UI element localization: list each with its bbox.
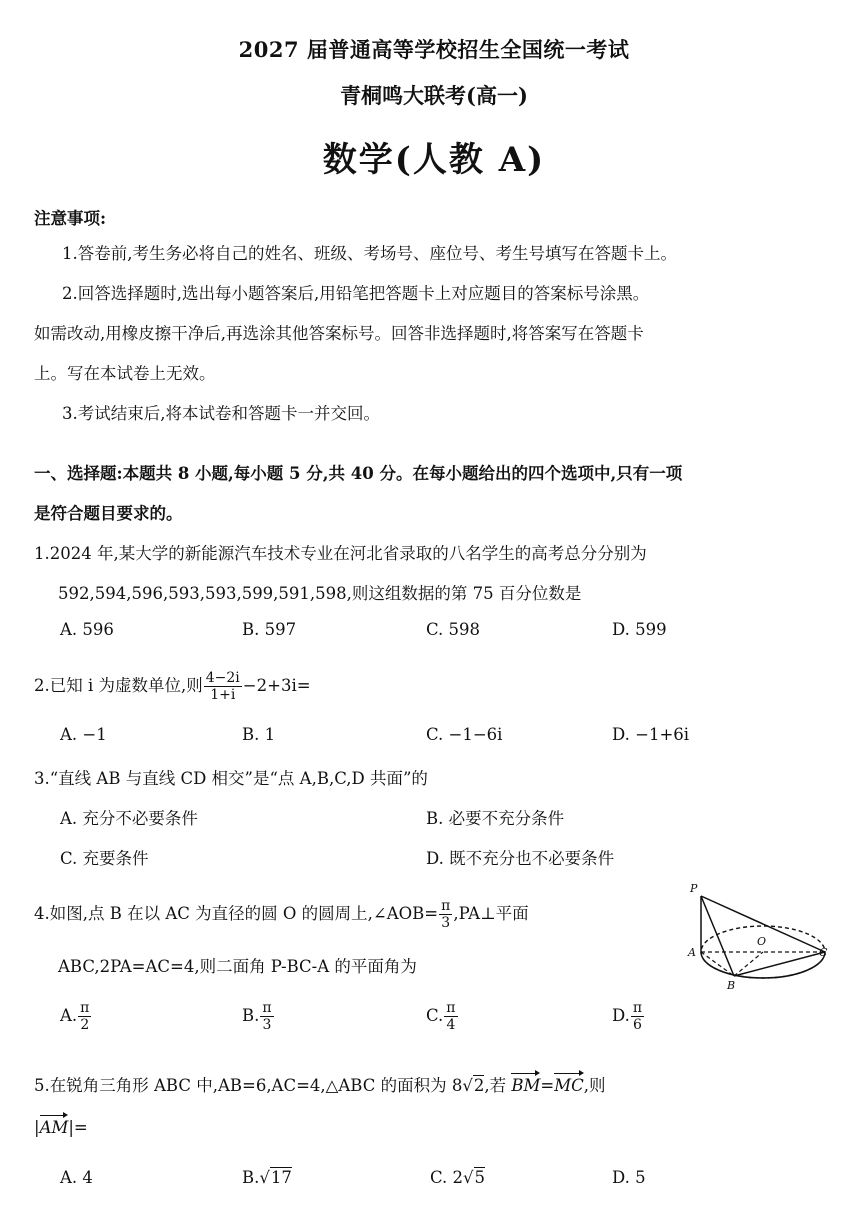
- q2-fraction: [204, 670, 242, 703]
- q4-option-d: [612, 1000, 645, 1033]
- q5-vector-bm: BM: [511, 1076, 541, 1095]
- q5-option-b-label: B.: [242, 1168, 260, 1187]
- q4-option-b-fraction: [260, 1000, 273, 1033]
- q2-stem-pre: 2.已知 i 为虚数单位,则: [34, 676, 203, 696]
- q4-option-c-numerator: π: [446, 1000, 456, 1016]
- q5-option-c-sqrt-sign: √: [463, 1168, 474, 1187]
- q4-option-b-label: B.: [242, 1006, 260, 1026]
- q5-sqrt-arg: 2: [473, 1076, 485, 1095]
- q5-abs-left: |: [34, 1118, 40, 1137]
- q4-angle-numerator: π: [441, 898, 451, 914]
- q2-option-a: A. −1: [60, 725, 107, 744]
- q4-option-c-fraction: [444, 1000, 457, 1033]
- q5-option-b: [242, 1168, 292, 1187]
- q3-option-d: D. 既不充分也不必要条件: [426, 849, 615, 868]
- q2-option-d: D. −1+6i: [612, 725, 690, 744]
- q5-option-c-sqrt-arg: 5: [474, 1168, 486, 1187]
- q4-option-a-fraction: [78, 1000, 91, 1033]
- q5-option-a: A. 4: [60, 1168, 93, 1187]
- q5-sqrt-sign: √: [462, 1076, 473, 1095]
- notice-item-3: 3.考试结束后,将本试卷和答题卡一并交回。: [62, 404, 380, 423]
- q2-option-c: C. −1−6i: [426, 725, 503, 744]
- q4-stem-pre: 4.如图,点 B 在以 AC 为直径的圆 O 的圆周上,∠AOB=: [34, 904, 439, 924]
- label-p: P: [690, 882, 698, 895]
- q4-option-a-label: A.: [60, 1006, 78, 1026]
- q5-option-b-sqrt-arg: 17: [270, 1168, 292, 1187]
- q3-option-a: A. 充分不必要条件: [60, 809, 198, 828]
- q4-option-b-denominator: 3: [262, 1017, 272, 1034]
- q4-stem-line-2: ABC,2PA=AC=4,则二面角 P-BC-A 的平面角为: [58, 957, 417, 976]
- q4-option-c: [426, 1000, 459, 1033]
- q5-option-b-sqrt-sign: √: [259, 1168, 270, 1187]
- q5-equals: =: [540, 1076, 555, 1095]
- q4-option-a-numerator: π: [80, 1000, 90, 1016]
- q2-fraction-numerator: 4−2i: [205, 670, 240, 686]
- segment-bc: [734, 952, 825, 976]
- q4-option-d-denominator: 6: [633, 1017, 642, 1034]
- q1-option-d: D. 599: [612, 620, 667, 639]
- q5-abs-right: |=: [68, 1118, 88, 1137]
- q5-option-d: D. 5: [612, 1168, 646, 1187]
- q4-option-a: [60, 1000, 92, 1033]
- q4-option-d-fraction: [631, 1000, 644, 1033]
- label-c: C: [819, 946, 828, 959]
- notice-item-2-line-3: 上。写在本试卷上无效。: [34, 364, 216, 383]
- section-heading-line-1: 一、选择题:本题共 8 小题,每小题 5 分,共 40 分。在每小题给出的四个选项中,只有一项: [34, 464, 683, 483]
- q4-stem-line-1: [34, 898, 529, 931]
- notice-item-1: 1.答卷前,考生务必将自己的姓名、班级、考场号、座位号、考生号填写在答题卡上。: [62, 244, 677, 263]
- q2-stem: [34, 670, 311, 703]
- exam-subtitle: 青桐鸣大联考(高一): [340, 83, 528, 108]
- q3-stem: 3.“直线 AB 与直线 CD 相交”是“点 A,B,C,D 共面”的: [34, 769, 428, 788]
- q5-stem-pre: 5.在锐角三角形 ABC 中,AB=6,AC=4,△ABC 的面积为 8: [34, 1076, 463, 1095]
- q4-angle-denominator: 3: [441, 915, 451, 932]
- q1-option-c: C. 598: [426, 620, 481, 639]
- notice-item-2-line-1: 2.回答选择题时,选出每小题答案后,用铅笔把答题卡上对应题目的答案标号涂黑。: [62, 284, 650, 303]
- notice-title: 注意事项:: [34, 209, 107, 228]
- exam-title: 2027 届普通高等学校招生全国统一考试: [238, 37, 630, 62]
- q2-fraction-denominator: 1+i: [210, 687, 236, 704]
- q4-option-c-label: C.: [426, 1006, 444, 1026]
- subject-title: 数学(人教 A): [322, 140, 546, 180]
- q1-stem-line-1: 1.2024 年,某大学的新能源汽车技术专业在河北省录取的八名学生的高考总分分别为: [34, 544, 647, 563]
- q3-option-c: C. 充要条件: [60, 849, 149, 868]
- label-o: O: [757, 935, 767, 948]
- notice-item-2-line-2: 如需改动,用橡皮擦干净后,再选涂其他答案标号。回答非选择题时,将答案写在答题卡: [34, 324, 644, 343]
- q2-option-b: B. 1: [242, 725, 276, 744]
- q4-geometry-figure: [676, 876, 836, 996]
- q5-stem-line-1: [34, 1072, 605, 1096]
- q4-angle-fraction: [439, 898, 452, 931]
- label-a: A: [688, 946, 696, 959]
- label-b: B: [727, 979, 736, 992]
- q5-stem-line-2: [34, 1118, 88, 1137]
- q5-vector-am: AM: [39, 1118, 69, 1137]
- q1-option-b: B. 597: [242, 620, 297, 639]
- q4-option-d-label: D.: [612, 1006, 630, 1026]
- q3-option-b: B. 必要不充分条件: [426, 809, 565, 828]
- q4-option-c-denominator: 4: [446, 1017, 456, 1034]
- q4-option-d-numerator: π: [632, 1000, 643, 1016]
- q1-option-a: A. 596: [60, 620, 114, 639]
- q4-option-a-denominator: 2: [80, 1017, 90, 1034]
- q5-stem-end: ,则: [583, 1076, 606, 1095]
- q2-stem-post: −2+3i=: [242, 676, 311, 696]
- q5-stem-mid: ,若: [484, 1076, 507, 1095]
- section-heading-line-2: 是符合题目要求的。: [34, 504, 183, 523]
- q4-stem-post: ,PA⊥平面: [453, 904, 529, 924]
- q4-option-b-numerator: π: [262, 1000, 272, 1016]
- q5-vector-mc: MC: [554, 1076, 584, 1095]
- q5-option-c-label: C. 2: [430, 1168, 464, 1187]
- q1-stem-line-2: 592,594,596,593,593,599,591,598,则这组数据的第 75 百分位数是: [58, 584, 582, 603]
- q4-option-b: [242, 1000, 275, 1033]
- q5-option-c: [430, 1168, 485, 1187]
